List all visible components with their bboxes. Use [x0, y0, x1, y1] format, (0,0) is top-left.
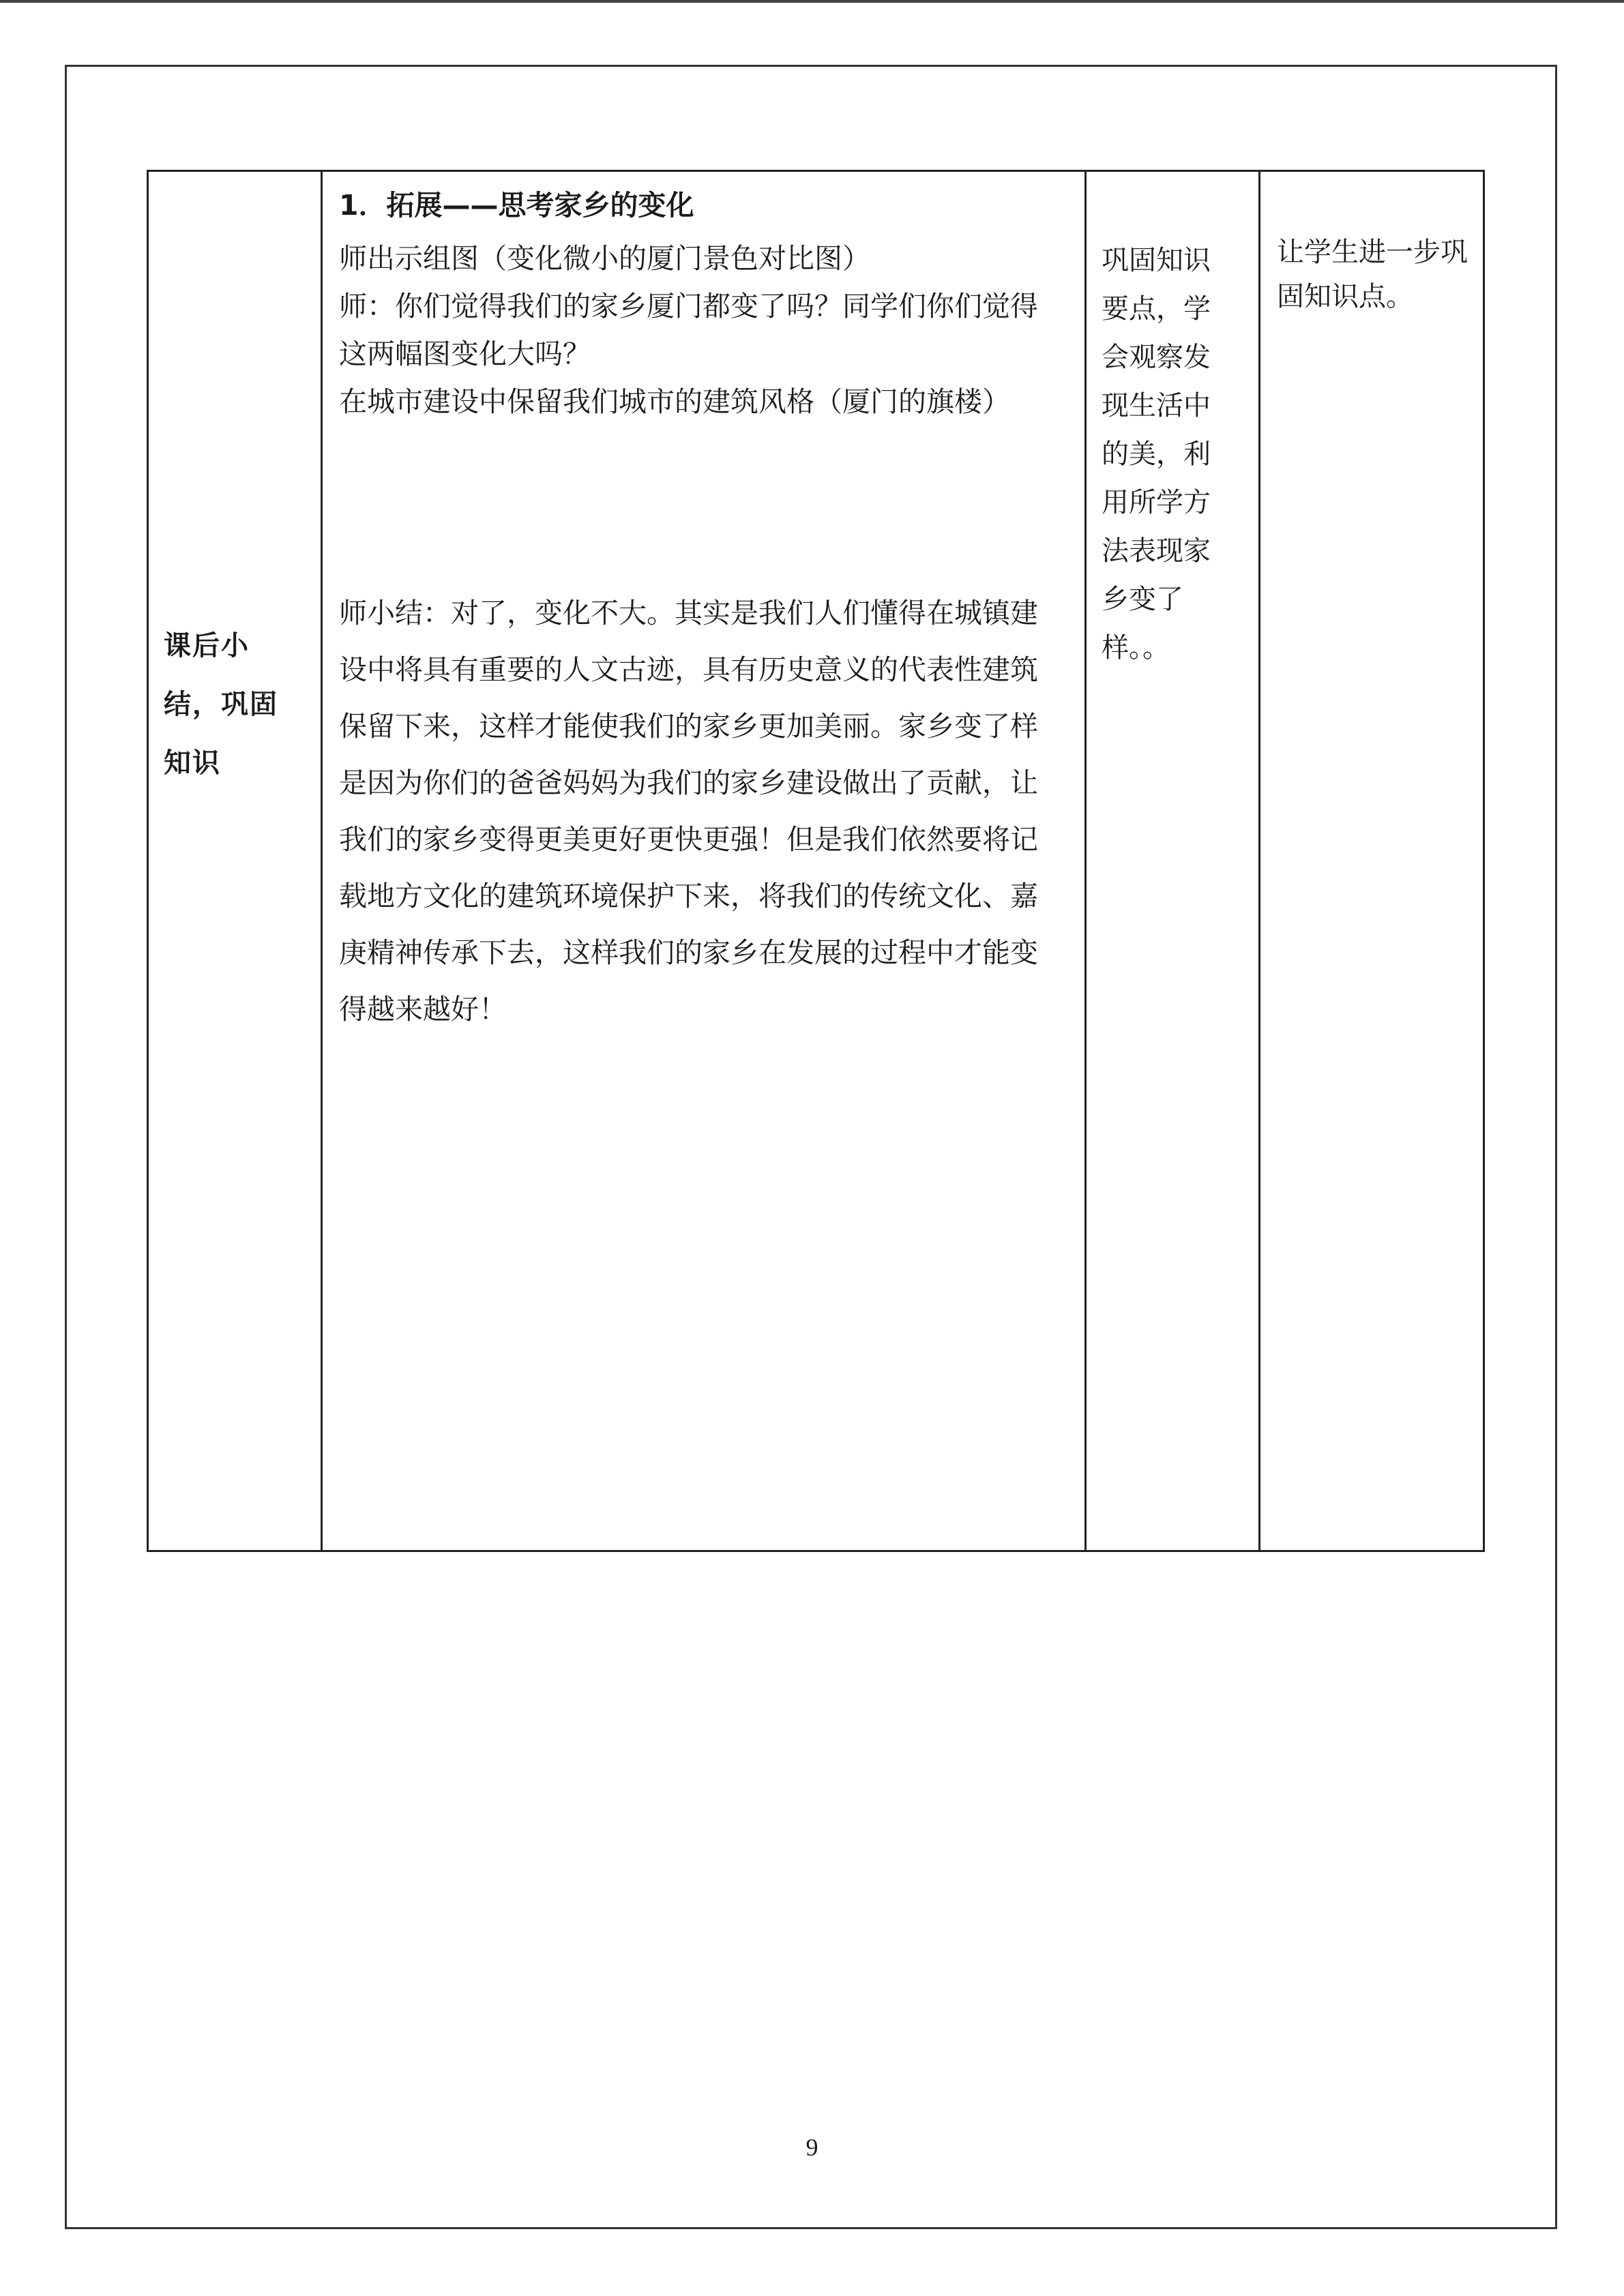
process-paragraph: 师：你们觉得我们的家乡厦门都变了吗？同学们你们觉得这两幅图变化大吗？	[339, 290, 1038, 370]
stage-label: 课后小结，巩固知识	[164, 630, 278, 779]
design-intent-text: 巩固知识要点，学会观察发现生活中的美，利用所学方法表现家乡变了样。。	[1102, 245, 1211, 664]
process-cell	[322, 171, 1086, 1551]
table-row	[148, 171, 1484, 1551]
process-paragraph: 师出示组图（变化微小的厦门景色对比图）	[339, 242, 870, 275]
goal-text: 让学生进一步巩固知识点。	[1277, 237, 1468, 312]
stage-cell	[148, 171, 322, 1551]
page-number: 9	[806, 2134, 818, 2161]
page-top-rule	[0, 0, 1624, 3]
goal-cell	[1260, 171, 1484, 1551]
lesson-plan-table	[147, 170, 1485, 1552]
process-heading: 1．拓展——思考家乡的变化	[339, 189, 694, 222]
process-paragraph: 在城市建设中保留我们城市的建筑风格（厦门的旗楼）	[339, 385, 1010, 418]
intent-cell	[1086, 171, 1260, 1551]
summary-paragraph: 师小结：对了，变化不大。其实是我们人们懂得在城镇建设中将具有重要的人文古迹，具有历史意义的代表性建筑保留下来，这样才能使我们的家乡更加美丽。家乡变了样是因为你们的爸爸妈妈为我们的家乡建设做出了贡献，让我们的家乡变得更美更好更快更强！但是我们依然要将记载地方文化的建筑环境保护下来，将我们的传统文化、嘉庚精神传承下去，这样我们的家乡在发展的过程中才能变得越来越好！	[339, 597, 1038, 1026]
process-summary	[339, 585, 1062, 1038]
process-intro	[339, 235, 1062, 426]
